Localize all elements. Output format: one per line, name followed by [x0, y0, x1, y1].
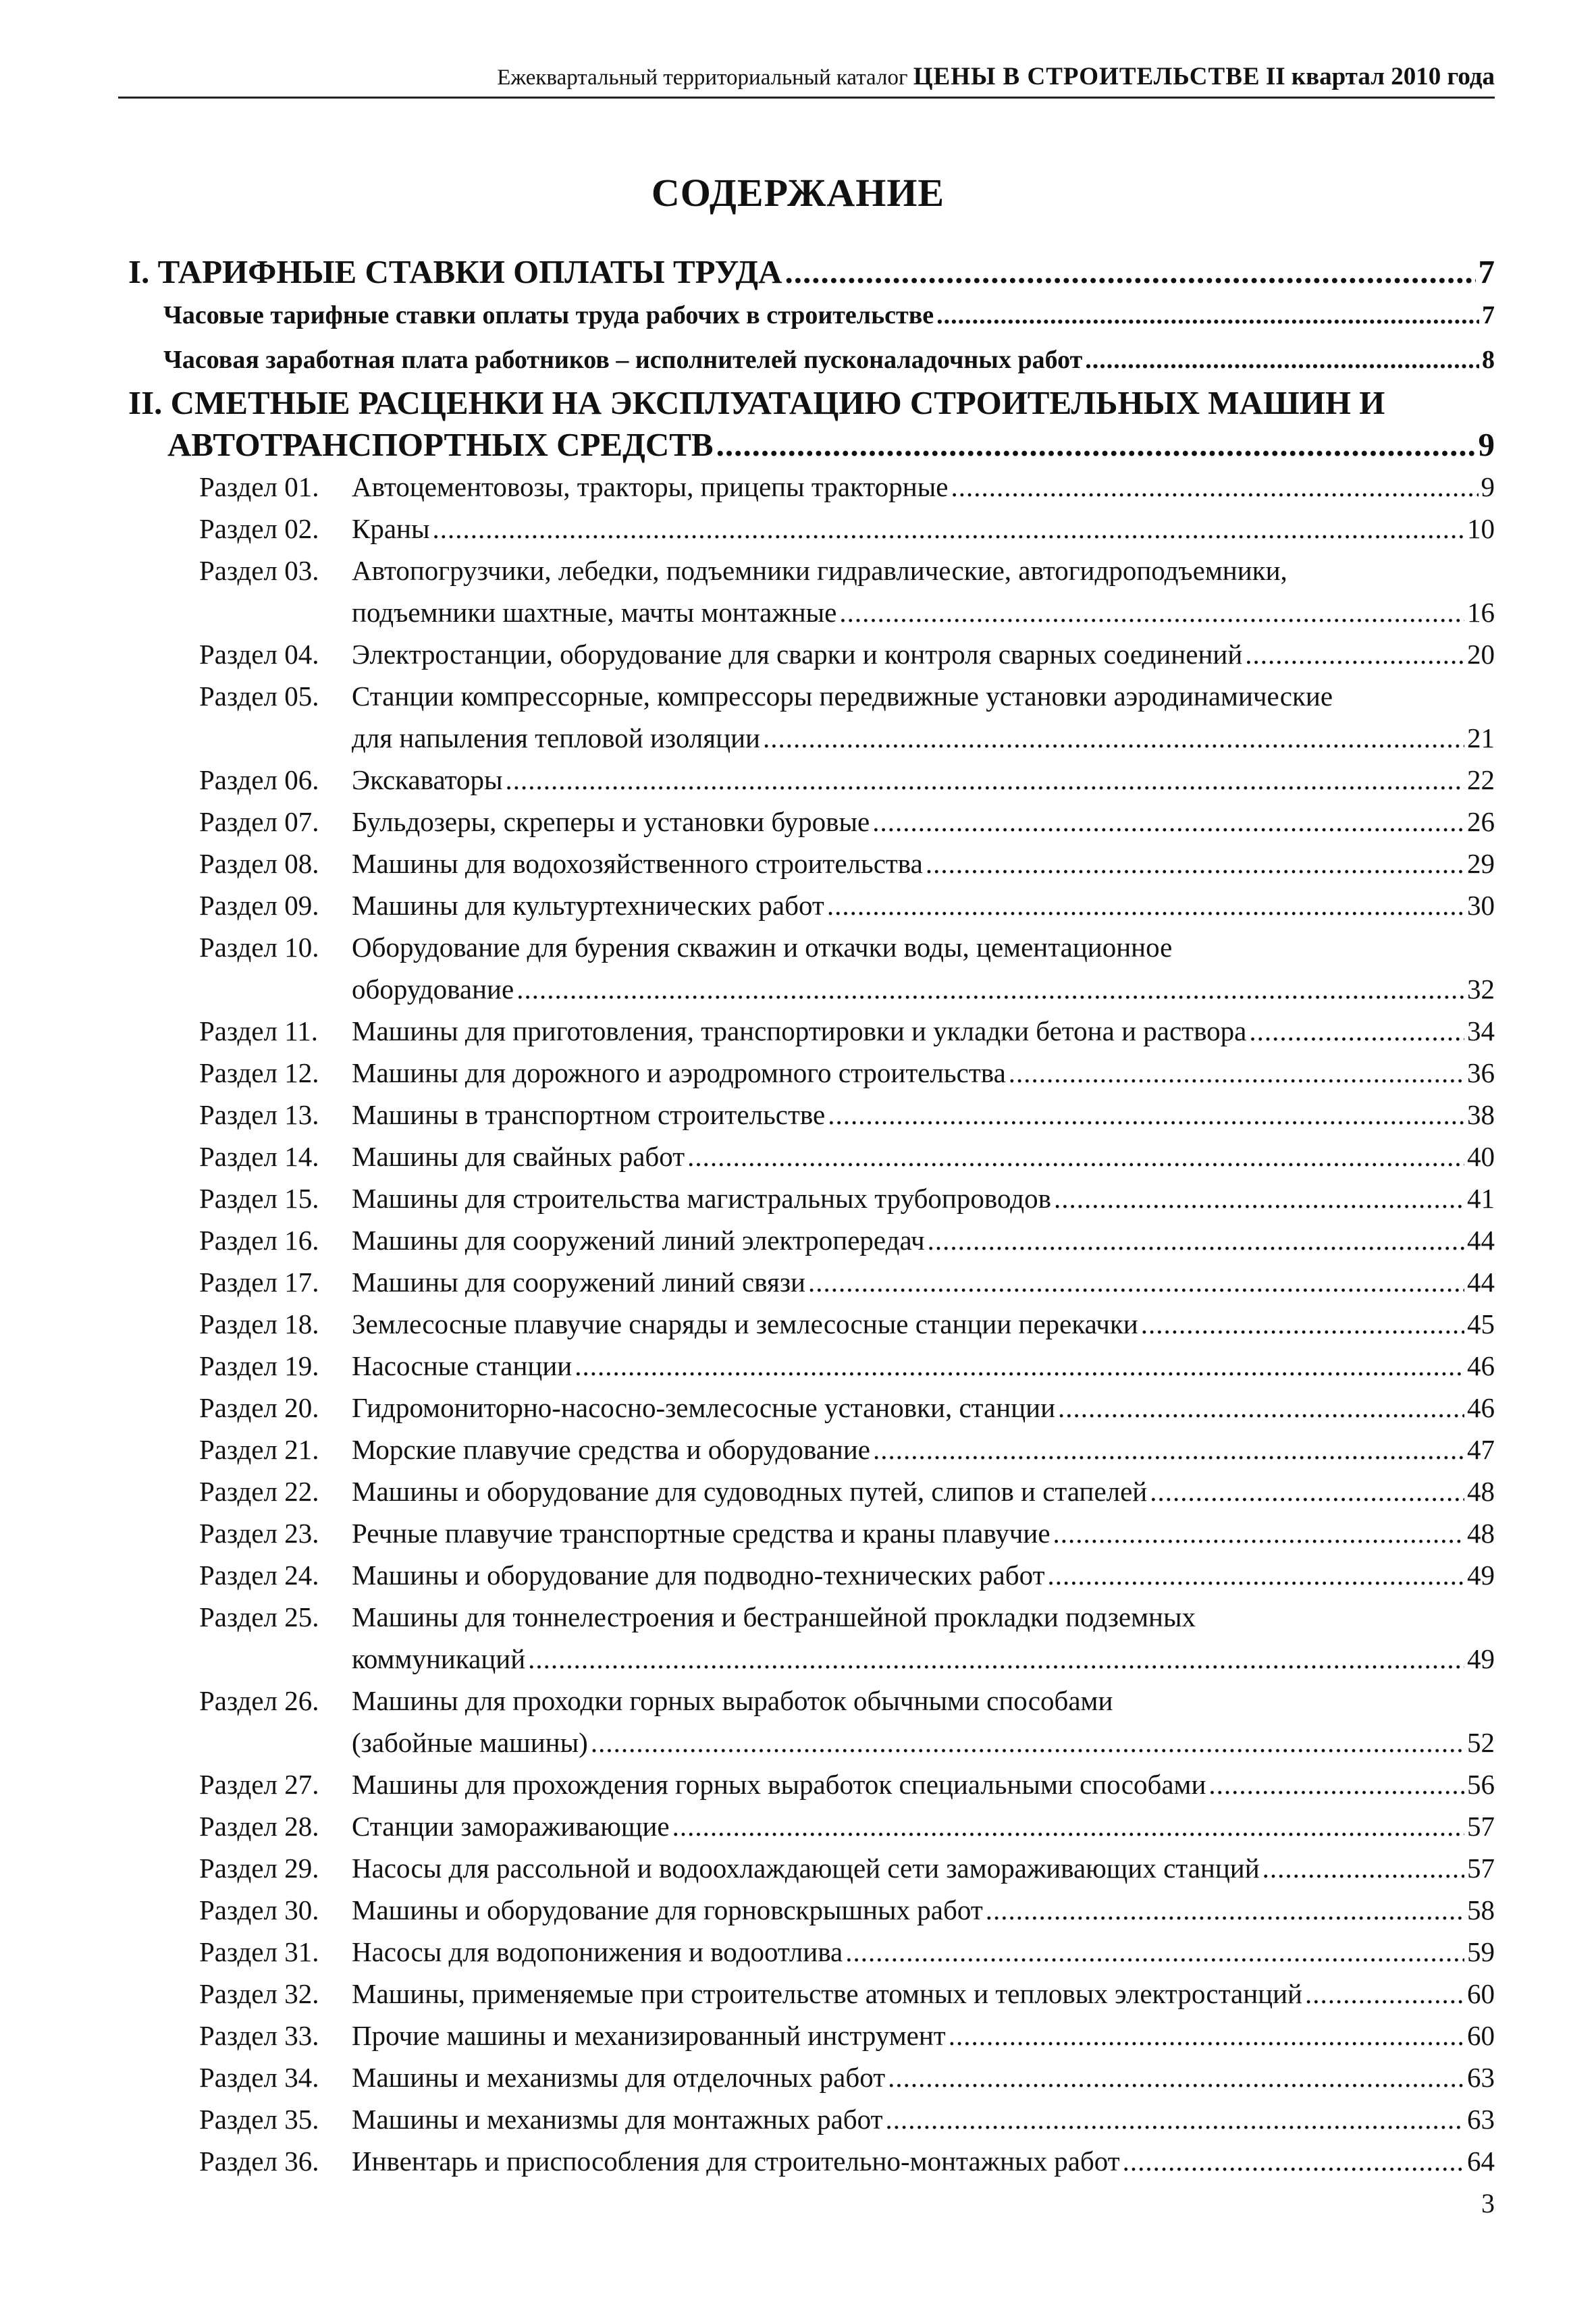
- header-period: II квартал 2010 года: [1265, 63, 1495, 90]
- toc-section-row[interactable]: [128, 591, 1495, 633]
- toc-section-page: 52: [1467, 1727, 1495, 1758]
- toc-section-label: Раздел 26.: [199, 1685, 319, 1716]
- toc-section-text: [199, 633, 1242, 675]
- toc-section-label: Раздел 24.: [199, 1560, 319, 1591]
- dot-leader: [591, 1722, 1464, 1763]
- toc-section-title: Машины для сооружений линий электропередач: [352, 1225, 925, 1256]
- toc-section-row[interactable]: [128, 633, 1495, 675]
- toc-part-2-page: 9: [1478, 426, 1495, 463]
- toc-section-title: Насосные станции: [352, 1350, 573, 1381]
- toc-section-text: [199, 1345, 572, 1387]
- toc-section-text: [199, 1261, 805, 1303]
- toc-section-page: 29: [1467, 848, 1495, 879]
- toc-part-2-title: АВТОТРАНСПОРТНЫХ СРЕДСТВ: [167, 426, 714, 463]
- toc-subsection-1-title: Часовые тарифные ставки оплаты труда рабочих в строительстве: [163, 301, 934, 329]
- dot-leader: [687, 1136, 1464, 1177]
- toc-section-page: 63: [1467, 2104, 1495, 2135]
- toc-section-row[interactable]: [128, 1261, 1495, 1303]
- toc-section-title: Машины для прохождения горных выработок специальными способами: [352, 1769, 1206, 1800]
- toc-section-row[interactable]: [128, 1177, 1495, 1219]
- dot-leader: [1305, 1973, 1464, 2015]
- toc-section-text: [199, 759, 503, 801]
- toc-section-text: [199, 2015, 946, 2056]
- dot-leader: [936, 293, 1479, 338]
- toc-part-2-line1[interactable]: II. СМЕТНЫЕ РАСЦЕНКИ НА ЭКСПЛУАТАЦИЮ СТРОИТЕЛЬНЫХ МАШИН И: [128, 384, 1385, 421]
- toc-section-title: Машины и оборудование для подводно-технических работ: [352, 1560, 1045, 1591]
- toc-section-text: [199, 1847, 1260, 1889]
- toc-section-page: 48: [1467, 1518, 1495, 1549]
- dot-leader: [827, 884, 1464, 926]
- toc-section-title: Машины для культуртехнических работ: [352, 890, 824, 921]
- toc-section-label: Раздел 13.: [199, 1099, 319, 1130]
- toc-section-label: Раздел 11.: [199, 1015, 318, 1046]
- toc-section-title-line1: Станции компрессорные, компрессоры передвижные установки аэродинамические: [352, 681, 1333, 712]
- toc-section-line1[interactable]: [128, 1680, 1495, 1722]
- toc-section-title: Речные плавучие транспортные средства и краны плавучие: [352, 1518, 1050, 1549]
- toc-section-text: [199, 2140, 1120, 2182]
- toc-section-page: 48: [1467, 1476, 1495, 1507]
- toc-part-2[interactable]: [128, 424, 1495, 466]
- dot-leader: [1249, 1010, 1464, 1052]
- header-catalog-name: ЦЕНЫ В СТРОИТЕЛЬСТВЕ: [913, 63, 1260, 90]
- toc-section-title: Машины для сооружений линий связи: [352, 1267, 805, 1298]
- toc-section-title: оборудование: [352, 974, 514, 1005]
- toc-section-row[interactable]: [128, 2098, 1495, 2140]
- dot-leader: [506, 759, 1464, 801]
- toc-section-title: Машины для свайных работ: [352, 1141, 685, 1172]
- toc-section-page: 26: [1467, 806, 1495, 837]
- toc-section-title: Экскаваторы: [352, 764, 503, 795]
- toc-section-row[interactable]: [128, 2140, 1495, 2182]
- toc-section-row[interactable]: [128, 2015, 1495, 2056]
- dot-leader: [926, 843, 1464, 884]
- toc-section-text: [199, 1094, 825, 1136]
- toc-section-row[interactable]: [128, 1010, 1495, 1052]
- toc-section-label: Раздел 01.: [199, 471, 319, 502]
- toc-section-title-line1: Оборудование для бурения скважин и откачки воды, цементационное: [352, 932, 1173, 963]
- toc-section-line1[interactable]: [128, 926, 1495, 968]
- toc-section-title: Машины, применяемые при строительстве атомных и тепловых электростанций: [352, 1978, 1302, 2009]
- toc-section-text: [199, 1931, 843, 1973]
- table-of-contents: [128, 251, 1495, 2182]
- toc-section-row[interactable]: [128, 1722, 1495, 1763]
- toc-section-page: 47: [1467, 1434, 1495, 1465]
- dot-leader: [886, 2098, 1464, 2140]
- dot-leader: [951, 466, 1478, 508]
- toc-section-title: Машины в транспортном строительстве: [352, 1099, 826, 1130]
- toc-section-title: Инвентарь и приспособления для строительно-монтажных работ: [352, 2146, 1120, 2177]
- toc-section-label: Раздел 12.: [199, 1057, 319, 1088]
- toc-section-label: Раздел 31.: [199, 1936, 319, 1967]
- toc-section-text: [199, 1973, 1302, 2015]
- dot-leader: [986, 1889, 1464, 1931]
- toc-section-row[interactable]: [128, 1554, 1495, 1596]
- toc-section-title: Землесосные плавучие снаряды и землесосные станции перекачки: [352, 1308, 1138, 1339]
- dot-leader: [1150, 1470, 1464, 1512]
- toc-section-row[interactable]: [128, 1512, 1495, 1554]
- toc-section-text: [199, 1177, 1051, 1219]
- toc-section-title: подъемники шахтные, мачты монтажные: [352, 597, 837, 628]
- toc-section-page: 30: [1467, 890, 1495, 921]
- toc-section-title: Машины для приготовления, транспортировки и укладки бетона и раствора: [352, 1015, 1247, 1046]
- toc-section-text: [199, 2056, 885, 2098]
- toc-section-label: Раздел 21.: [199, 1434, 319, 1465]
- dot-leader: [828, 1094, 1464, 1136]
- toc-section-label: Раздел 25.: [199, 1601, 319, 1632]
- dot-leader: [1058, 1387, 1464, 1429]
- toc-section-label: Раздел 20.: [199, 1392, 319, 1423]
- toc-section-page: 58: [1467, 1894, 1495, 1925]
- toc-section-text: [199, 1805, 670, 1847]
- dot-leader: [873, 1429, 1464, 1470]
- toc-section-page: 56: [1467, 1769, 1495, 1800]
- toc-section-title: Насосы для водопонижения и водоотлива: [352, 1936, 843, 1967]
- toc-section-text: [199, 1303, 1138, 1345]
- toc-section-text: [199, 843, 923, 884]
- page-number: 3: [1481, 2188, 1495, 2218]
- toc-subsection-1[interactable]: [128, 293, 1495, 338]
- toc-section-row[interactable]: [128, 1763, 1495, 1805]
- toc-part-1-title: I. ТАРИФНЫЕ СТАВКИ ОПЛАТЫ ТРУДА: [128, 253, 782, 290]
- toc-section-row[interactable]: [128, 1470, 1495, 1512]
- toc-section-text: [199, 1889, 983, 1931]
- toc-section-row[interactable]: [128, 1805, 1495, 1847]
- toc-section-page: 59: [1467, 1936, 1495, 1967]
- dot-leader: [888, 2056, 1464, 2098]
- toc-section-page: 10: [1467, 513, 1495, 544]
- toc-part-1[interactable]: [128, 251, 1495, 293]
- toc-section-title: коммуникаций: [352, 1643, 526, 1674]
- dot-leader: [928, 1219, 1464, 1261]
- dot-leader: [1085, 338, 1479, 382]
- toc-section-label: Раздел 10.: [199, 932, 319, 963]
- toc-section-row[interactable]: [128, 717, 1495, 759]
- toc-section-page: 64: [1467, 2146, 1495, 2177]
- toc-section-label: Раздел 36.: [199, 2146, 319, 2177]
- toc-section-row[interactable]: [128, 1638, 1495, 1680]
- toc-section-page: 41: [1467, 1183, 1495, 1214]
- toc-section-text: [199, 1429, 870, 1470]
- toc-section-page: 60: [1467, 2020, 1495, 2051]
- toc-section-label: Раздел 32.: [199, 1978, 319, 2009]
- toc-subsection-1-page: 7: [1482, 301, 1495, 329]
- toc-section-title: для напыления тепловой изоляции: [352, 722, 760, 753]
- toc-section-row[interactable]: [128, 466, 1495, 508]
- toc-section-label: Раздел 07.: [199, 806, 319, 837]
- toc-section-page: 45: [1467, 1308, 1495, 1339]
- dot-leader: [716, 424, 1476, 466]
- toc-section-row[interactable]: [128, 1219, 1495, 1261]
- toc-section-label: Раздел 33.: [199, 2020, 319, 2051]
- running-header: [118, 62, 1495, 99]
- toc-section-title: Прочие машины и механизированный инструмент: [352, 2020, 946, 2051]
- toc-section-text: [199, 1010, 1246, 1052]
- toc-section-text: [199, 1512, 1050, 1554]
- toc-section-title: Краны: [352, 513, 430, 544]
- toc-section-label: Раздел 18.: [199, 1308, 319, 1339]
- toc-section-row[interactable]: [128, 968, 1495, 1010]
- toc-section-row[interactable]: [128, 508, 1495, 550]
- toc-section-row[interactable]: [128, 1094, 1495, 1136]
- dot-leader: [1245, 633, 1464, 675]
- dot-leader: [784, 251, 1475, 293]
- toc-section-label: Раздел 02.: [199, 513, 319, 544]
- dot-leader: [1009, 1052, 1464, 1094]
- toc-section-row[interactable]: [128, 1387, 1495, 1429]
- toc-section-label: Раздел 04.: [199, 639, 319, 670]
- dot-leader: [1262, 1847, 1464, 1889]
- toc-section-label: Раздел 19.: [199, 1350, 319, 1381]
- toc-section-row[interactable]: [128, 1052, 1495, 1094]
- dot-leader: [528, 1638, 1464, 1680]
- toc-section-text: [199, 1763, 1206, 1805]
- toc-subsection-2[interactable]: [128, 338, 1495, 382]
- toc-section-text: [199, 1219, 925, 1261]
- dot-leader: [433, 508, 1464, 550]
- toc-section-page: 40: [1467, 1141, 1495, 1172]
- toc-section-label: Раздел 09.: [199, 890, 319, 921]
- toc-section-title: Машины для дорожного и аэродромного строительства: [352, 1057, 1006, 1088]
- toc-section-page: 44: [1467, 1267, 1495, 1298]
- toc-section-title: Машины и механизмы для отделочных работ: [352, 2062, 886, 2093]
- toc-section-title: Морские плавучие средства и оборудование: [352, 1434, 870, 1465]
- toc-section-page: 63: [1467, 2062, 1495, 2093]
- toc-section-row[interactable]: [128, 1973, 1495, 2015]
- toc-section-page: 32: [1467, 974, 1495, 1005]
- toc-section-row[interactable]: [128, 1303, 1495, 1345]
- toc-subsection-2-title: Часовая заработная плата работников – исполнителей пусконаладочных работ: [163, 346, 1083, 374]
- toc-section-title: Машины для строительства магистральных трубопроводов: [352, 1183, 1051, 1214]
- toc-section-page: 34: [1467, 1015, 1495, 1046]
- toc-section-title-line1: Машины для проходки горных выработок обычными способами: [352, 1685, 1113, 1716]
- toc-section-row[interactable]: [128, 1931, 1495, 1973]
- toc-section-row[interactable]: [128, 1847, 1495, 1889]
- toc-section-text: [199, 1470, 1147, 1512]
- toc-section-text: [199, 466, 948, 508]
- toc-section-label: Раздел 05.: [199, 681, 319, 712]
- dot-leader: [516, 968, 1464, 1010]
- toc-section-line1[interactable]: [128, 1596, 1495, 1638]
- toc-section-text: [199, 801, 870, 843]
- dot-leader: [949, 2015, 1464, 2056]
- toc-section-line1[interactable]: [128, 675, 1495, 717]
- dot-leader: [872, 801, 1464, 843]
- toc-section-page: 57: [1467, 1811, 1495, 1842]
- dot-leader: [575, 1345, 1464, 1387]
- page-title: СОДЕРЖАНИЕ: [651, 171, 945, 215]
- toc-section-title: Машины для водохозяйственного строительства: [352, 848, 923, 879]
- toc-section-title-line1: Машины для тоннелестроения и бестраншейной прокладки подземных: [352, 1601, 1196, 1632]
- toc-section-page: 49: [1467, 1643, 1495, 1674]
- toc-section-text: [199, 2098, 883, 2140]
- toc-section-label: Раздел 30.: [199, 1894, 319, 1925]
- toc-section-title: Автоцементовозы, тракторы, прицепы тракторные: [352, 471, 949, 502]
- toc-section-row[interactable]: [128, 1136, 1495, 1177]
- toc-section-label: Раздел 23.: [199, 1518, 319, 1549]
- dot-leader: [845, 1931, 1464, 1973]
- toc-section-row[interactable]: [128, 884, 1495, 926]
- toc-section-title: Насосы для рассольной и водоохлаждающей сети замораживающих станций: [352, 1853, 1260, 1884]
- dot-leader: [672, 1805, 1464, 1847]
- toc-section-text: [199, 508, 430, 550]
- toc-section-label: Раздел 08.: [199, 848, 319, 879]
- toc-subsection-2-page: 8: [1482, 346, 1495, 374]
- toc-section-row[interactable]: [128, 843, 1495, 884]
- dot-leader: [1141, 1303, 1464, 1345]
- toc-section-label: Раздел 16.: [199, 1225, 319, 1256]
- toc-section-page: 16: [1467, 597, 1495, 628]
- toc-section-page: 22: [1467, 764, 1495, 795]
- toc-section-page: 36: [1467, 1057, 1495, 1088]
- toc-section-row[interactable]: [128, 2056, 1495, 2098]
- toc-section-text: [199, 1052, 1006, 1094]
- toc-sections-list: [128, 466, 1495, 2182]
- toc-section-title: (забойные машины): [352, 1727, 588, 1758]
- toc-section-page: 21: [1467, 722, 1495, 753]
- toc-section-title-line1: Автопогрузчики, лебедки, подъемники гидравлические, автогидроподъемники,: [352, 555, 1287, 586]
- toc-section-title: Станции замораживающие: [352, 1811, 670, 1842]
- toc-section-label: Раздел 29.: [199, 1853, 319, 1884]
- header-prefix: Ежеквартальный территориальный каталог: [497, 65, 908, 90]
- toc-section-page: 46: [1467, 1392, 1495, 1423]
- toc-section-label: Раздел 35.: [199, 2104, 319, 2135]
- dot-leader: [839, 591, 1464, 633]
- toc-part-1-page: 7: [1478, 253, 1495, 290]
- toc-section-row[interactable]: [128, 1889, 1495, 1931]
- toc-section-page: 38: [1467, 1099, 1495, 1130]
- toc-section-text: [199, 1554, 1044, 1596]
- dot-leader: [808, 1261, 1464, 1303]
- toc-section-row[interactable]: [128, 801, 1495, 843]
- toc-section-label: Раздел 34.: [199, 2062, 319, 2093]
- toc-section-line1[interactable]: [128, 550, 1495, 591]
- toc-section-title: Машины и оборудование для судоводных путей, слипов и стапелей: [352, 1476, 1148, 1507]
- toc-section-label: Раздел 17.: [199, 1267, 319, 1298]
- toc-section-title: Машины и оборудование для горновскрышных работ: [352, 1894, 983, 1925]
- toc-section-page: 60: [1467, 1978, 1495, 2009]
- dot-leader: [763, 717, 1464, 759]
- toc-section-page: 9: [1481, 471, 1495, 502]
- toc-section-label: Раздел 03.: [199, 555, 319, 586]
- toc-section-label: Раздел 27.: [199, 1769, 319, 1800]
- toc-section-title: Электростанции, оборудование для сварки и контроля сварных соединений: [352, 639, 1243, 670]
- toc-section-text: [199, 884, 824, 926]
- toc-section-label: Раздел 15.: [199, 1183, 319, 1214]
- toc-section-title: Машины и механизмы для монтажных работ: [352, 2104, 883, 2135]
- toc-section-text: [199, 1136, 685, 1177]
- toc-section-page: 44: [1467, 1225, 1495, 1256]
- toc-section-label: Раздел 06.: [199, 764, 319, 795]
- toc-section-row[interactable]: [128, 1345, 1495, 1387]
- toc-section-row[interactable]: [128, 759, 1495, 801]
- toc-section-page: 49: [1467, 1560, 1495, 1591]
- toc-section-page: 46: [1467, 1350, 1495, 1381]
- toc-section-label: Раздел 14.: [199, 1141, 319, 1172]
- dot-leader: [1123, 2140, 1464, 2182]
- toc-section-page: 57: [1467, 1853, 1495, 1884]
- toc-section-label: Раздел 22.: [199, 1476, 319, 1507]
- toc-section-row[interactable]: [128, 1429, 1495, 1470]
- dot-leader: [1053, 1512, 1464, 1554]
- toc-section-text: [199, 1387, 1055, 1429]
- dot-leader: [1047, 1554, 1464, 1596]
- dot-leader: [1208, 1763, 1464, 1805]
- toc-section-label: Раздел 28.: [199, 1811, 319, 1842]
- dot-leader: [1054, 1177, 1464, 1219]
- toc-section-title: Бульдозеры, скреперы и установки буровые: [352, 806, 870, 837]
- toc-section-title: Гидромониторно-насосно-землесосные установки, станции: [352, 1392, 1056, 1423]
- toc-section-page: 20: [1467, 639, 1495, 670]
